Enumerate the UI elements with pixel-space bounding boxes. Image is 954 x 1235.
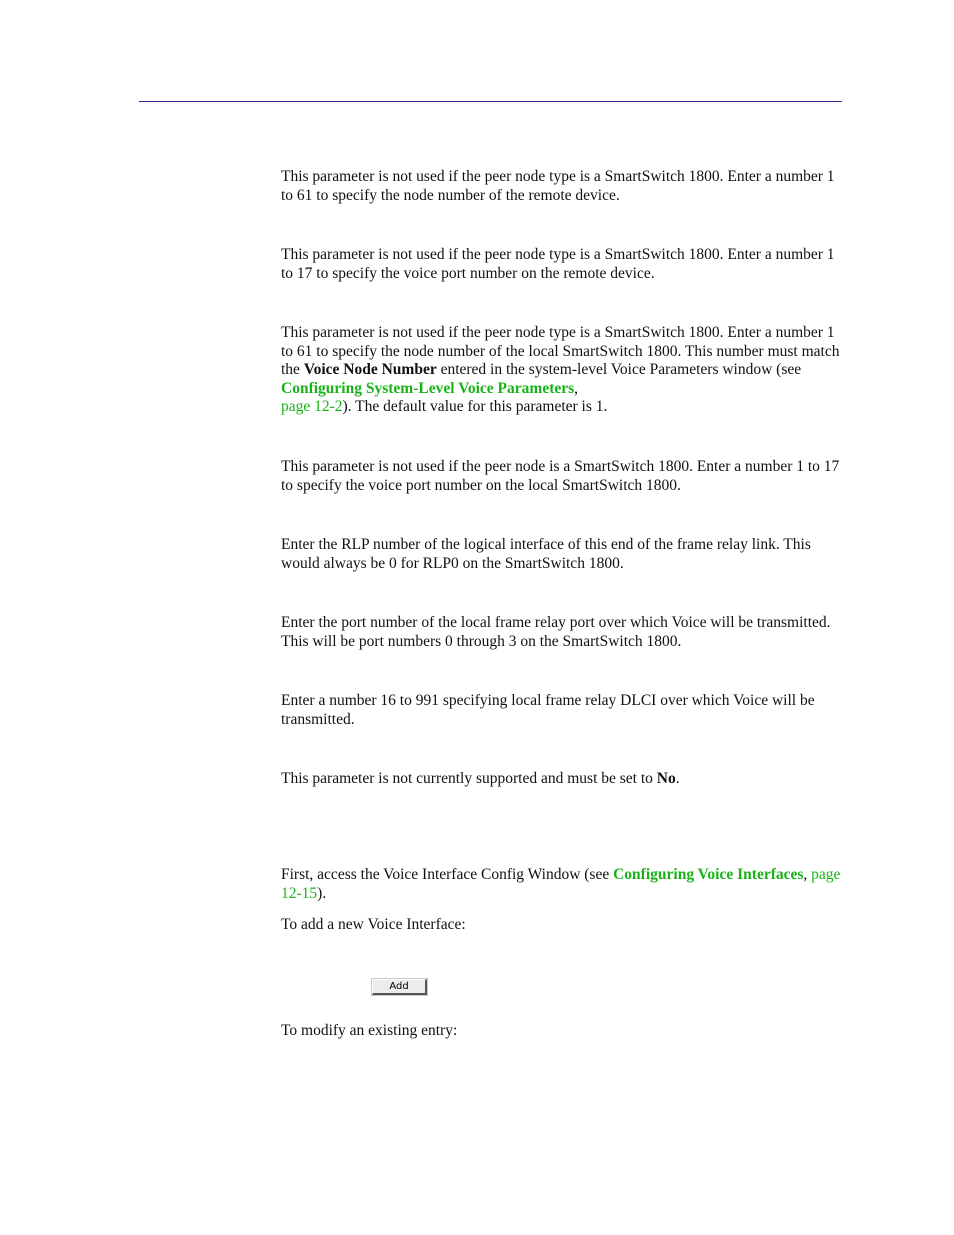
access-text-3: ). (317, 884, 327, 902)
dlci-description: Enter a number 16 to 991 specifying local frame relay DLCI over which Voice will be transmitted. (281, 692, 815, 728)
configuring-voice-interfaces-link[interactable]: Configuring Voice Interfaces (613, 866, 804, 883)
local-node-text-1: This parameter is not used if the peer node type is a SmartSwitch 1800. Enter a number 1 to 61 to specify the node number of the local SmartSwitch 1800. This number must match the (281, 324, 840, 379)
local-node-description (281, 324, 843, 417)
local-port-description: This parameter is not used if the peer node is a SmartSwitch 1800. Enter a number 1 to 17 to specify the voice port number on the local SmartSwitch 1800. (281, 458, 840, 494)
page-12-15-link[interactable]: page 12-15 (281, 866, 841, 902)
no-value-term: No (656, 770, 676, 787)
access-text-2: , (803, 866, 812, 883)
remote-port-description: This parameter is not used if the peer node type is a SmartSwitch 1800. Enter a number 1 to 17 to specify the voice port number on the remote device. (281, 246, 835, 282)
system-voice-params-link[interactable]: Configuring System-Level Voice Parameters (281, 379, 575, 397)
modify-instruction: To modify an existing entry: (281, 1022, 458, 1039)
local-node-text-3: , (574, 379, 579, 397)
local-node-text-2: entered in the system-level Voice Parameters window (see (436, 361, 802, 379)
header-rule (139, 101, 842, 102)
access-text-1: First, access the Voice Interface Config Window (see (281, 866, 614, 883)
unsupported-text-2: . (675, 770, 680, 787)
remote-node-description: This parameter is not used if the peer node type is a SmartSwitch 1800. Enter a number 1 to 61 to specify the node number of the remote device. (281, 168, 835, 204)
add-instruction: To add a new Voice Interface: (281, 916, 466, 933)
add-button[interactable]: Add (372, 979, 427, 995)
voice-node-number-term: Voice Node Number (303, 361, 437, 379)
unsupported-description (281, 770, 843, 789)
fr-port-description: Enter the port number of the local frame relay port over which Voice will be transmitted. This will be port numbers 0 through 3 on the SmartSwitch 1800. (281, 614, 831, 650)
rlp-description: Enter the RLP number of the logical interface of this end of the frame relay link. This would always be 0 for RLP0 on the SmartSwitch 1800. (281, 536, 811, 572)
unsupported-text-1: This parameter is not currently supported and must be set to (281, 770, 657, 787)
access-window-instruction (281, 866, 843, 903)
local-node-text-4: ). The default value for this parameter is 1. (342, 398, 608, 416)
page-12-2-link[interactable]: page 12-2 (281, 398, 343, 416)
